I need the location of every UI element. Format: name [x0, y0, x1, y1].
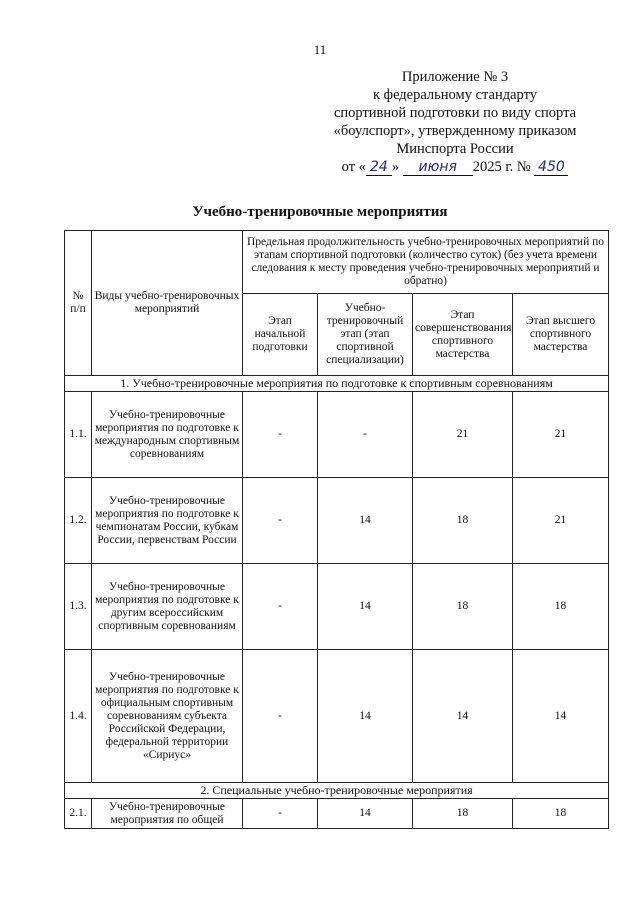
header-stage-highest: Этап высшего спортивного мастерства	[513, 294, 609, 376]
row-stage-improvement: 18	[413, 799, 513, 829]
row-number: 1.3.	[65, 564, 92, 650]
row-number: 2.1.	[65, 799, 92, 829]
handwritten-month: июня	[403, 159, 473, 176]
row-stage-initial: -	[243, 478, 318, 564]
row-stage-improvement: 14	[413, 650, 513, 783]
row-stage-highest: 18	[513, 799, 609, 829]
row-stage-initial: -	[243, 392, 318, 478]
order-quote: »	[391, 159, 400, 175]
order-date-line	[300, 158, 610, 176]
row-stage-highest: 14	[513, 650, 609, 783]
appendix-line-2: к федеральному стандарту	[373, 87, 537, 103]
document-title: Учебно-тренировочные мероприятия	[192, 204, 448, 220]
table-row	[65, 478, 609, 564]
row-event-name: Учебно-тренировочные мероприятия по подготовке к международным спортивным соревнованиям	[92, 392, 243, 478]
section-title: 2. Специальные учебно-тренировочные мероприятия	[65, 783, 609, 799]
row-stage-training: 14	[318, 564, 413, 650]
row-stage-initial: -	[243, 564, 318, 650]
table-row	[65, 650, 609, 783]
row-stage-highest: 18	[513, 564, 609, 650]
appendix-block	[300, 68, 610, 176]
row-stage-highest: 21	[513, 392, 609, 478]
table-row	[65, 564, 609, 650]
row-stage-improvement: 21	[413, 392, 513, 478]
row-event-name: Учебно-тренировочные мероприятия по подготовке к чемпионатам России, кубкам России, первенствам России	[92, 478, 243, 564]
row-event-name: Учебно-тренировочные мероприятия по подготовке к официальным спортивным соревнованиям субъекта Российской Федерации, федеральной территории «Сириус»	[92, 650, 243, 783]
section-row	[65, 783, 609, 799]
row-stage-training: -	[318, 392, 413, 478]
row-stage-improvement: 18	[413, 478, 513, 564]
row-stage-improvement: 18	[413, 564, 513, 650]
order-prefix: от «	[341, 159, 366, 175]
appendix-line-3: спортивной подготовки по виду спорта	[333, 105, 577, 121]
header-event-type: Виды учебно-тренировочных мероприятий	[92, 231, 243, 376]
header-duration: Предельная продолжительность учебно-тренировочных мероприятий по этапам спортивной подготовки (количество суток) (без учета времени следования к месту проведения учебно-тренировочных мероприятий и обратно)	[243, 231, 609, 294]
handwritten-order-number: 450	[534, 159, 568, 176]
row-stage-training: 14	[318, 799, 413, 829]
header-stage-training: Учебно-тренировочный этап (этап спортивной специализации)	[318, 294, 413, 376]
order-year: 2025 г. №	[472, 159, 531, 175]
row-event-name: Учебно-тренировочные мероприятия по подготовке к другим всероссийским спортивным соревнованиям	[92, 564, 243, 650]
section-row	[65, 376, 609, 392]
table-row	[65, 799, 609, 829]
header-stage-improvement: Этап совершенствования спортивного мастерства	[413, 294, 513, 376]
row-stage-highest: 21	[513, 478, 609, 564]
training-events-table	[64, 230, 609, 829]
row-number: 1.1.	[65, 392, 92, 478]
header-number: № п/п	[65, 231, 92, 376]
table-header-row	[65, 231, 609, 294]
row-number: 1.4.	[65, 650, 92, 783]
row-stage-initial: -	[243, 650, 318, 783]
row-stage-training: 14	[318, 650, 413, 783]
row-stage-initial: -	[243, 799, 318, 829]
page-number: 11	[313, 42, 327, 57]
row-number: 1.2.	[65, 478, 92, 564]
appendix-line-4: «боулспорт», утвержденному приказом	[333, 123, 577, 139]
section-title: 1. Учебно-тренировочные мероприятия по подготовке к спортивным соревнованиям	[65, 376, 609, 392]
row-stage-training: 14	[318, 478, 413, 564]
row-event-name: Учебно-тренировочные мероприятия по общей	[92, 799, 243, 829]
table-row	[65, 392, 609, 478]
appendix-line-5: Минспорта России	[396, 141, 514, 157]
header-stage-initial: Этап начальной подготовки	[243, 294, 318, 376]
appendix-line-1: Приложение № 3	[401, 69, 509, 85]
handwritten-day: 24	[366, 159, 392, 176]
